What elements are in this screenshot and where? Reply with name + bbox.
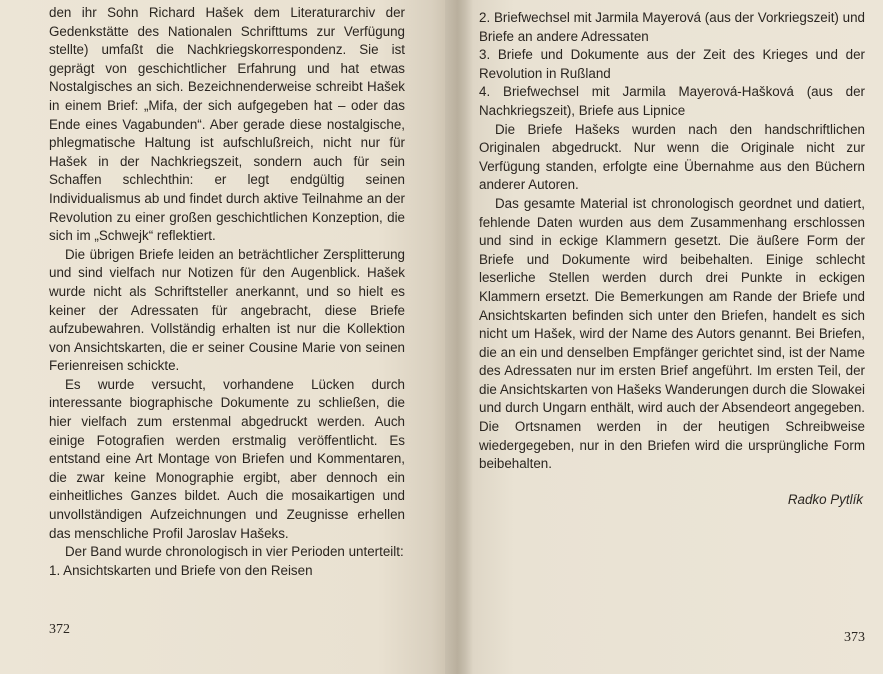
list-item: 1. Ansichtskarten und Briefe von den Reisen bbox=[49, 562, 313, 578]
paragraph: Die Briefe Hašeks wurden nach den handschriftlichen Originalen abgedruckt. Nur wenn die Originale nicht zur Verfügung standen, erfolgte eine Übernahme aus den Büchern anderer Autoren. bbox=[479, 121, 865, 193]
paragraph: Die übrigen Briefe leiden an beträchtlicher Zersplitterung und sind vielfach nur Notizen für den Augenblick. Hašek wurde nicht als Schriftsteller anerkannt, und so hielt es keiner der Adressaten für angebracht, diese Briefe aufzubewahren. Vollständig erhalten ist nur die Kollektion von Ansichtskarten, die er seiner Cousine Marie von seinen Ferienreisen schickte. bbox=[49, 246, 405, 374]
right-page bbox=[473, 0, 883, 674]
paragraph: Das gesamte Material ist chronologisch geordnet und datiert, fehlende Daten wurden aus dem Zusammenhang erschlossen und sind in eckige Klammern gesetzt. Die äußere Form der Briefe und Dokumente wird beibehalten. Einige schlecht leserliche Stellen werden durch drei Punkte in eckigen Klammern ersetzt. Die Bemerkungen am Rande der Briefe und Ansichtskarten befinden sich unter den Briefen, handelt es sich nicht um Hašek, wird der Name des Autors genannt. Bei Briefen, die an ein und denselben Empfänger gerichtet sind, ist der Name des Adressaten nur im ersten Brief angeführt. Im ersten Teil, der die Ansichtskarten von Hašeks Wanderungen durch die Slowakei und durch Ungarn enthält, wird auch der Absendeort angegeben. Die Ortsnamen werden in der heutigen Schreibweise wiedergegeben, nur in den Briefen wird die ursprüngliche Form beibehalten. bbox=[479, 195, 865, 472]
list-item: 2. Briefwechsel mit Jarmila Mayerová (aus der Vorkriegszeit) und Briefe an andere Adressaten bbox=[479, 10, 865, 44]
author-signature: Radko Pytlík bbox=[787, 491, 863, 507]
list-item: 4. Briefwechsel mit Jarmila Mayerová-Hašková (aus der Nachkriegszeit), Briefe aus Lipnice bbox=[479, 84, 865, 118]
left-page-text bbox=[49, 4, 405, 580]
paragraph: Es wurde versucht, vorhandene Lücken durch interessante biographische Dokumente zu schließen, die hier vielfach zum erstenmal abgedruckt werden. Auch einige Fotografien werden erstmalig veröffentlicht. Es entstand eine Art Montage von Briefen und Kommentaren, die zwar keine Monographie ergibt, aber dennoch ein einheitliches Ganzes bildet. Auch die mosaikartigen und unvollständigen Aufzeichnungen und Zeugnisse erhellen das menschliche Profil Jaroslav Hašeks. bbox=[49, 376, 405, 541]
right-page-text bbox=[479, 9, 865, 474]
list-item: 3. Briefe und Dokumente aus der Zeit des Krieges und der Revolution in Rußland bbox=[479, 47, 865, 81]
paragraph: den ihr Sohn Richard Hašek dem Literaturarchiv der Gedenkstätte des Nationalen Schrifttums zur Verfügung stellte) umfaßt die Nachkriegskorrespondenz. Sie ist geprägt von geschichtlicher Erfahrung und hat etwas Nostalgisches an sich. Bezeichnenderweise schreibt Hašek in einem Brief: „Mifa, der sich aufgegeben hat – oder das Ende eines Vagabunden“. Aber gerade diese nostalgische, phlegmatische Haltung ist aufschlußreich, nicht nur für Hašek in der Nachkriegszeit, sondern auch für sein Schaffen schlechthin: er legt endgültig seinen Individualismus ab und findet durch aktive Teilnahme an der Revolution zu einer großen geschichtlichen Konzeption, die sich im „Schwejk“ reflektiert. bbox=[49, 5, 405, 244]
book-gutter bbox=[445, 0, 473, 674]
page-number-left: 372 bbox=[49, 622, 70, 638]
paragraph: Der Band wurde chronologisch in vier Perioden unterteilt: bbox=[65, 544, 404, 560]
page-number-right: 373 bbox=[844, 630, 865, 646]
